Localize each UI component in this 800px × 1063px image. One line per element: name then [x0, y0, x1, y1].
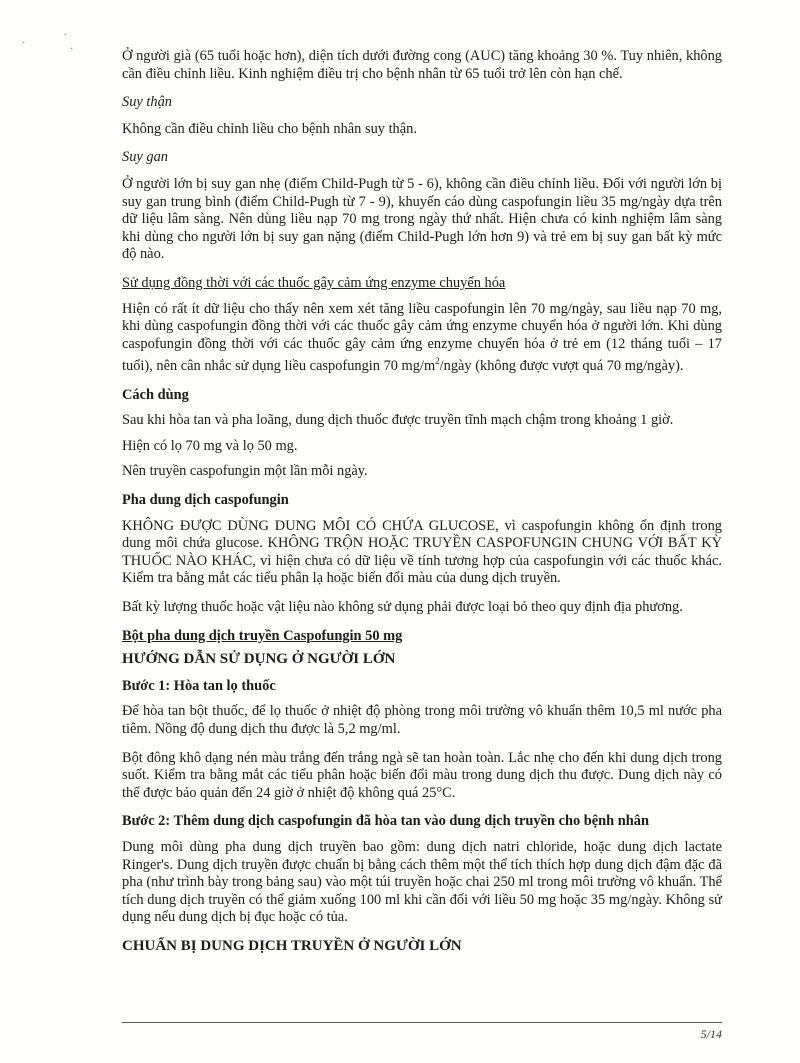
prep-heading: Pha dung dịch caspofungin	[122, 492, 289, 509]
admin-paragraph-1: Sau khi hòa tan và pha loãng, dung dịch thuốc được truyền tĩnh mạch chậm trong khoảng 1 giờ.	[122, 412, 674, 429]
elderly-paragraph: Ở người già (65 tuổi hoặc hơn), diện tích dưới đường cong (AUC) tăng khoảng 30 %. Tuy nhiên, không cần điều chỉnh liều. Kinh nghiệm điều trị cho bệnh nhân từ 65 tuổi trở lên còn hạn chế.	[122, 48, 722, 82]
admin-heading: Cách dùng	[122, 386, 189, 403]
document-body	[122, 48, 722, 965]
adult-instructions-heading: HƯỚNG DẪN SỬ DỤNG Ở NGƯỜI LỚN	[122, 651, 396, 668]
inducers-text-2: /ngày (không được vượt quá 70 mg/ngày).	[439, 358, 684, 375]
renal-heading: Suy thận	[122, 94, 172, 111]
prep-paragraph-1: KHÔNG ĐƯỢC DÙNG DUNG MÔI CÓ CHỨA GLUCOSE, vì caspofungin không ổn định trong dung môi chứa glucose. KHÔNG TRỘN HOẶC TRUYỀN CASPOFUNGIN CHUNG VỚI BẤT KỲ THUỐC NÀO KHÁC, vì hiện chưa có dữ liệu về tính tương hợp của caspofungin với các thuốc khác. Kiểm tra bằng mắt các tiểu phân lạ hoặc biến đổi màu của dung dịch truyền.	[122, 517, 722, 587]
scan-speck: ·	[22, 38, 26, 49]
footer-divider	[122, 1022, 722, 1023]
prep-paragraph-2: Bất kỳ lượng thuốc hoặc vật liệu nào không sử dụng phải được loại bỏ theo quy định địa phương.	[122, 599, 683, 616]
admin-paragraph-3: Nên truyền caspofungin một lần mỗi ngày.	[122, 463, 368, 480]
step1-paragraph-1: Để hòa tan bột thuốc, để lọ thuốc ở nhiệt độ phòng trong môi trường vô khuẩn thêm 10,5 ml nước pha tiêm. Nồng độ dung dịch thu được là 5,2 mg/ml.	[122, 703, 722, 738]
step2-paragraph-1: Dung môi dùng pha dung dịch truyền bao gồm: dung dịch natri chloride, hoặc dung dịch lactate Ringer's. Dung dịch truyền được chuẩn bị bằng cách thêm một thể tích thích hợp dung dịch đậm đặc đã pha (như trình bày trong bảng sau) vào một túi truyền hoặc chai 250 ml trong môi trường vô khuẩn. Thể tích dung dịch truyền có thể giảm xuống 100 ml khi cần đối với liều 50 mg hoặc 35 mg/ngày. Không sử dụng nếu dung dịch bị đục hoặc có tủa.	[122, 838, 722, 926]
hepatic-heading: Suy gan	[122, 149, 168, 166]
page-number: 5/14	[700, 1027, 722, 1041]
step2-heading: Bước 2: Thêm dung dịch caspofungin đã hòa tan vào dung dịch truyền cho bệnh nhân	[122, 813, 649, 830]
inducers-text-1: Hiện có rất ít dữ liệu cho thấy nên xem xét tăng liều caspofungin lên 70 mg/ngày, sau liều nạp 70 mg, khi dùng caspofungin đồng thời với các thuốc gây cảm ứng enzyme chuyển hóa ở người lớn. Khi dùng caspofungin đồng thời với các thuốc gây cảm ứng enzyme chuyển hóa ở trẻ em (12 tháng tuổi – 17 tuổi), nên cân nhắc sử dụng liều caspofungin 70 mg/m	[122, 300, 722, 375]
inducers-heading: Sử dụng đồng thời với các thuốc gây cảm ứng enzyme chuyển hóa	[122, 274, 506, 291]
admin-paragraph-2: Hiện có lọ 70 mg và lọ 50 mg.	[122, 437, 298, 454]
scan-speck: ·	[64, 30, 68, 41]
prep-adult-heading: CHUẨN BỊ DUNG DỊCH TRUYỀN Ở NGƯỜI LỚN	[122, 937, 462, 954]
inducers-superscript: 2	[435, 356, 440, 367]
powder-heading: Bột pha dung dịch truyền Caspofungin 50 mg	[122, 627, 403, 644]
hepatic-paragraph: Ở người lớn bị suy gan nhẹ (điểm Child-Pugh từ 5 - 6), không cần điều chỉnh liều. Đối với người lớn bị suy gan trung bình (điểm Child-Pugh từ 7 - 9), khuyến cáo dùng caspofungin liều 35 mg/ngày dựa trên dữ liệu lâm sàng. Nên dùng liều nạp 70 mg trong ngày thứ nhất. Hiện chưa có kinh nghiệm lâm sàng khi dùng cho người lớn bị suy gan nặng (điểm Child-Pugh lớn hơn 9) và trẻ em bị suy gan bất kỳ mức độ nào.	[122, 175, 722, 263]
step1-heading: Bước 1: Hòa tan lọ thuốc	[122, 677, 276, 694]
step1-paragraph-2: Bột đông khô dạng nén màu trắng đến trắng ngà sẽ tan hoàn toàn. Lắc nhẹ cho đến khi dung dịch trong suốt. Kiểm tra bằng mắt các tiểu phân hoặc biến đổi màu trong dung dịch thu được. Dung dịch này có thể được bảo quản đến 24 giờ ở nhiệt độ không quá 25°C.	[122, 749, 722, 801]
inducers-paragraph	[122, 301, 722, 376]
scan-speck: ·	[70, 44, 74, 55]
renal-paragraph: Không cần điều chỉnh liều cho bệnh nhân suy thận.	[122, 120, 417, 137]
